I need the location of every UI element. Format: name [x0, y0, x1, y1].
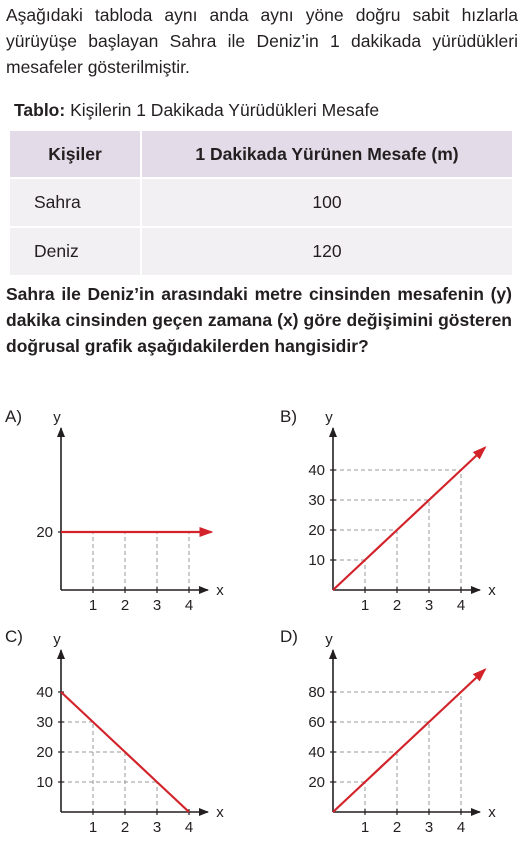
table-row	[10, 227, 512, 275]
x-tick-label: 4	[184, 597, 194, 614]
x-tick-label: 2	[120, 819, 130, 836]
x-tick-label: 1	[360, 597, 370, 614]
x-tick-label: 2	[392, 597, 402, 614]
y-tick-label: 60	[308, 714, 325, 731]
y-tick-label: 10	[308, 552, 325, 569]
y-tick-label: 80	[308, 684, 325, 701]
x-axis-label: x	[216, 804, 224, 821]
y-tick-label: 40	[36, 684, 53, 701]
header-kisiler: Kişiler	[10, 131, 141, 178]
x-tick-label: 1	[88, 597, 98, 614]
y-tick-label: 40	[308, 744, 325, 761]
option-d-graph[interactable]	[270, 632, 527, 841]
y-axis-label: y	[325, 409, 333, 426]
x-axis-label: x	[216, 582, 224, 599]
x-tick-label: 4	[456, 597, 466, 614]
table-caption-prefix: Tablo:	[14, 100, 66, 120]
option-b-label[interactable]: B)	[280, 407, 297, 426]
data-line	[333, 448, 485, 591]
x-tick-label: 3	[424, 819, 434, 836]
x-tick-label: 2	[120, 597, 130, 614]
option-c-label[interactable]: C)	[5, 627, 23, 646]
option-d-label[interactable]: D)	[280, 627, 298, 646]
y-axis-label: y	[53, 409, 61, 426]
option-a-graph[interactable]	[0, 410, 260, 620]
y-tick-label: 40	[308, 462, 325, 479]
y-tick-label: 30	[36, 714, 53, 731]
distance-table	[10, 131, 512, 275]
x-tick-label: 1	[360, 819, 370, 836]
x-tick-label: 4	[184, 819, 194, 836]
x-axis-label: x	[488, 582, 496, 599]
y-tick-label: 30	[308, 492, 325, 509]
option-a-label[interactable]: A)	[5, 407, 22, 426]
option-b-graph[interactable]	[270, 410, 527, 620]
y-tick-label: 20	[308, 774, 325, 791]
option-c-graph[interactable]	[0, 632, 260, 841]
x-tick-label: 1	[88, 819, 98, 836]
question-text: Sahra ile Deniz’in arasındaki metre cinsinden mesafenin (y) dakika cinsinden geçen zamana (x) göre değişimini gösteren doğrusal grafik aşağıdakilerden hangisidir?	[6, 284, 512, 356]
table-caption	[14, 100, 379, 121]
x-tick-label: 3	[152, 597, 162, 614]
table-caption-text: Kişilerin 1 Dakikada Yürüdükleri Mesafe	[70, 100, 380, 120]
intro-paragraph: Aşağıdaki tabloda aynı anda aynı yöne doğru sabit hızlarla yürüyüşe başlayan Sahra ile Deniz’in 1 dakikada yürüdükleri mesafeler gösterilmiştir.	[6, 5, 518, 77]
data-line	[333, 670, 485, 813]
y-axis-label: y	[325, 631, 333, 648]
x-tick-label: 4	[456, 819, 466, 836]
cell-distance: 100	[141, 178, 512, 227]
cell-distance: 120	[141, 227, 512, 275]
x-tick-label: 3	[424, 597, 434, 614]
x-axis-label: x	[488, 804, 496, 821]
x-tick-label: 3	[152, 819, 162, 836]
cell-name: Deniz	[10, 227, 141, 275]
table-header-row	[10, 131, 512, 178]
y-axis-label: y	[53, 631, 61, 648]
cell-name: Sahra	[10, 178, 141, 227]
header-distance: 1 Dakikada Yürünen Mesafe (m)	[141, 131, 512, 178]
y-tick-label: 10	[36, 774, 53, 791]
x-tick-label: 2	[392, 819, 402, 836]
y-tick-label: 20	[36, 744, 53, 761]
table-row	[10, 178, 512, 227]
y-tick-label: 20	[308, 522, 325, 539]
y-tick-label: 20	[36, 524, 53, 541]
